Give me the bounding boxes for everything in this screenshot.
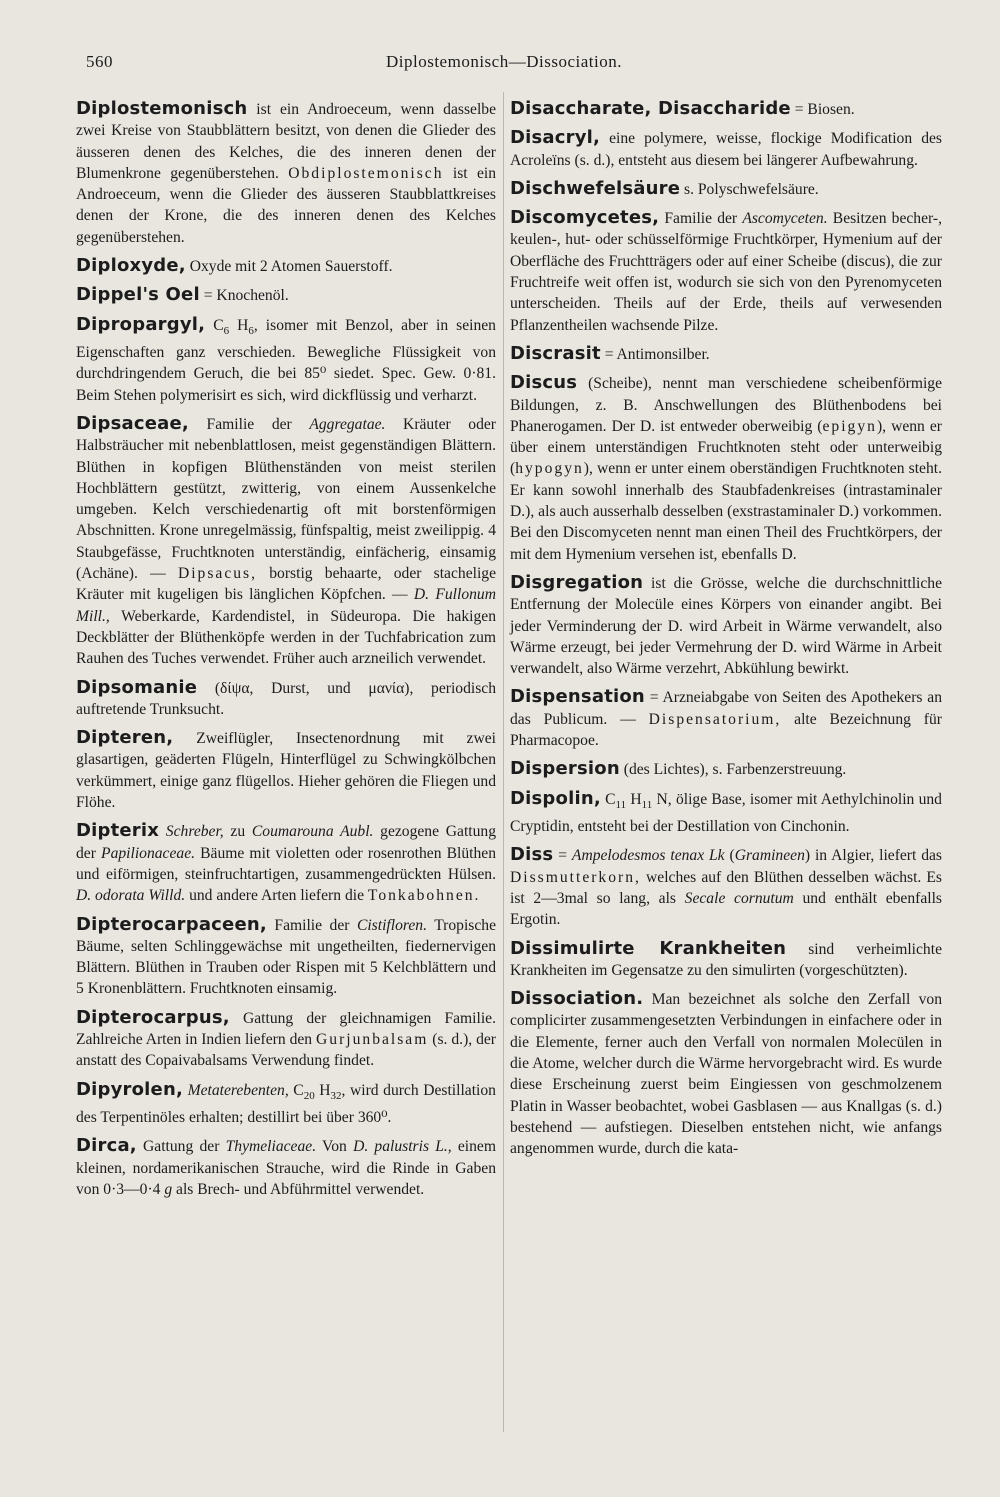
entry-text: ist die Grösse, welche die durchschnittliche Entfernung der Molecüle eines Körpers von einander angibt. Bei jeder Verminderung der D. wird Arbeit in Wärme verwandelt, also Wärme erzeugt, bei jeder Vermehrung der D. wird Wärme in Arbeit verwandelt, also Wärme verzehrt, Abkühlung bewirkt. — [510, 574, 942, 678]
entry-text: einem kleinen, nordamerikanischen Strauche, wird die Rinde in Gaben von 0·3—0·4 — [76, 1138, 496, 1198]
entry-dispolin — [510, 788, 942, 838]
entry-text: (Scheibe), nennt man verschiedene scheibenförmige Bildungen, z. B. Anschwellungen des Blüthenbodens bei Phanerogamen. Der D. ist entweder oberweibig ( — [510, 375, 942, 435]
entry-dipterocarpaceen — [76, 914, 496, 1000]
entry-dippels-oel — [76, 284, 496, 306]
entry-text: ) in Algier, liefert das — [804, 847, 943, 865]
entry-text: (δίψα, Durst, und μανία), periodisch auftretende Trunksucht. — [76, 679, 496, 718]
spaced-term: epigyn — [822, 417, 877, 435]
entry-text: gezogene Gattung der — [76, 823, 496, 862]
italic-term: Papilionaceae. — [101, 844, 196, 862]
headword: Dissimulirte Krankheiten — [510, 937, 787, 959]
entry-text: Zweiflügler, Insectenordnung mit zwei glasartigen, geäderten Flügeln, Hinterflügel zu Schwingkölbchen verkümmert, einige ganz flügellos. Hieher gehören die Fliegen und Flöhe. — [76, 730, 496, 812]
entry-dipterocarpus — [76, 1007, 496, 1072]
entry-discomycetes — [510, 207, 942, 336]
entry-text: ist ein Androeceum, wenn dasselbe zwei Kreise von Staubblättern besitzt, von denen die Glieder des äusseren denen des Kelches, die des inneren denen der Blumenkrone gegenüberstehen. — [76, 101, 496, 182]
entry-text: = — [553, 847, 572, 865]
right-column — [510, 98, 942, 1166]
entry-text: und andere Arten liefern die — [185, 887, 368, 905]
entry-text: ), wenn er über einem unterständigen Fruchtknoten steht oder unterweibig ( — [510, 417, 942, 478]
entry-text: Man bezeichnet als solche den Zerfall von complicirter zusammengesetzten Verbindungen in einfachere oder in die Elemente, ferner auch den Verfall von normalen Molecülen in die Atome, welcher durch die Wärme hervorgebracht wird. Es wurde diese Erscheinung zuerst beim Eingiessen von geschmolzenem Platin in Wasser beobachtet, wobei Gasblasen — aus Knallgas (s. d.) bestehend — aufstiegen. Dieselben entstehen nicht, wie anfangs angenommen wurde, durch die kata- — [510, 991, 942, 1158]
entry-dipsaceae — [76, 413, 496, 670]
subscript: 32 — [330, 1089, 342, 1102]
page-header — [86, 52, 660, 76]
entry-text: Bäume mit violetten oder rosenrothen Blüthen und eiförmigen, steinfruchtartigen, zusammengedrückten Hülsen. — [76, 844, 496, 883]
entry-text: Oxyde mit 2 Atomen Sauerstoff. — [185, 258, 393, 276]
subscript: 11 — [615, 798, 627, 811]
entry-discrasit — [510, 343, 942, 365]
headword: Dippel's Oel — [76, 284, 200, 306]
spaced-term: Gurjunbalsam — [316, 1030, 429, 1048]
entry-text: eine polymere, weisse, flockige Modification des Acroleïns (s. d.), entsteht aus diesem bei längerer Aufbewahrung. — [510, 130, 942, 169]
entry-text: C — [205, 316, 224, 334]
entry-text: ( — [724, 847, 735, 865]
entry-text: , wird durch Destillation des Terpentinöles erhalten; destillirt bei über 360⁰. — [76, 1081, 496, 1126]
entry-disgregation — [510, 572, 942, 679]
entry-diplostemonisch — [76, 98, 496, 248]
headword: Dispolin, — [510, 787, 601, 809]
entry-dirca — [76, 1135, 496, 1200]
headword: Diplostemonisch — [76, 98, 248, 119]
subscript: 6 — [248, 324, 254, 337]
headword: Dipsomanie — [76, 676, 198, 698]
entry-text: , isomer mit Benzol, aber in seinen Eigenschaften ganz verschieden. Bewegliche Flüssigkeit von durchdringendem Geruch, die bei 85⁰ siedet. Spec. Gew. 0·81. Beim Stehen polymerisirt es sich, wird dickflüssig und verharzt. — [76, 316, 496, 404]
entry-text: als Brech- und Abführmittel verwendet. — [172, 1180, 425, 1198]
headword: Discomycetes, — [510, 207, 660, 229]
column-divider — [503, 92, 504, 1432]
italic-term: Cistifloren. — [356, 916, 427, 934]
entry-dipyrolen — [76, 1079, 496, 1129]
page-number: 560 — [86, 52, 113, 71]
entry-text: = Biosen. — [790, 101, 855, 118]
italic-term: Schreber, — [159, 823, 224, 841]
spaced-term: Dipsacus, — [177, 565, 258, 583]
entry-text: borstig behaarte, oder stachelige Kräuter mit kugeligen bis länglichen Köpfchen. — — [76, 565, 496, 604]
spaced-term: Dispensatorium, — [648, 710, 782, 728]
entry-text: C — [288, 1081, 304, 1099]
headword: Dispersion — [510, 758, 620, 780]
headword: Dirca, — [76, 1135, 137, 1157]
entry-text: Weberkarde, Kardendistel, in Südeuropa. Die hakigen Deckblätter der Blüthenköpfe werden in der Tuchfabrication zum Rauhen des Tuches verwendet. Früher auch arzneilich verwendet. — [76, 607, 496, 668]
entry-text: Von — [316, 1138, 354, 1156]
spaced-term: Tonkabohnen. — [367, 887, 481, 905]
italic-term: Metaterebenten, — [183, 1081, 289, 1099]
headword: Dipyrolen, — [76, 1078, 184, 1100]
entry-text: C — [600, 790, 616, 808]
italic-term: D. odorata Willd. — [76, 887, 186, 905]
headword: Disacryl, — [510, 127, 601, 149]
entry-text: N, ölige Base, isomer mit Aethylchinolin und Cryptidin, entsteht bei der Destillation von Cinchonin. — [510, 790, 942, 836]
italic-term: Secale cornutum — [684, 889, 794, 907]
italic-term: Thymeliaceae. — [225, 1138, 317, 1156]
headword: Disgregation — [510, 571, 644, 593]
running-title: Diplostemonisch—Dissociation. — [386, 52, 622, 71]
entry-discus — [510, 372, 942, 565]
entry-text: welches auf den Blüthen desselben wächst. Es ist 2—3mal so lang, als — [510, 868, 942, 907]
entry-text: Besitzen becher-, keulen-, hut- oder schüsselförmige Fruchtkörper, Hymenium auf der Oberfläche des Fruchtträgers oder auf einer Scheibe (discus), die zur Fruchtreife weit offen ist, wodurch sie sich von den Pyrenomyceten unterscheiden. Theils auf der Erde, theils auf verwesenden Pflanzentheilen wachsende Pilze. — [510, 210, 942, 334]
entry-disaccharate — [510, 98, 942, 120]
italic-term: Coumarouna Aubl. — [251, 823, 374, 841]
headword: Disaccharate, Disaccharide — [510, 98, 791, 119]
entry-text: und enthält ebenfalls Ergotin. — [510, 889, 942, 929]
headword: Dipterix — [76, 820, 160, 842]
headword: Dipropargyl, — [76, 313, 206, 335]
entry-dissociation — [510, 988, 942, 1159]
italic-term: g — [164, 1180, 173, 1198]
entry-text: Gattung der gleichnamigen Familie. Zahlreiche Arten in Indien liefern den — [76, 1009, 496, 1048]
entry-text: H — [626, 790, 642, 808]
italic-term: Ascomyceten. — [742, 210, 828, 228]
entry-dipsomanie — [76, 677, 496, 721]
entry-text: Familie der — [188, 415, 310, 433]
entry-text: (s. d.), der anstatt des Copaivabalsams Verwendung findet. — [76, 1030, 496, 1070]
entry-text: Familie der — [266, 916, 357, 934]
italic-term: D. palustris L., — [353, 1138, 452, 1156]
italic-term: Ampelodesmos tenax Lk — [571, 847, 725, 865]
headword: Dischwefelsäure — [510, 177, 681, 199]
headword: Diploxyde, — [76, 255, 186, 277]
entry-text: = Knochenöl. — [199, 287, 289, 305]
entry-text: alte Bezeichnung für Pharmacopoe. — [510, 710, 942, 750]
entry-dispersion — [510, 758, 942, 780]
italic-term: Aggregatae. — [309, 415, 386, 433]
spaced-term: Dissmutterkorn, — [510, 868, 641, 886]
entry-text: s. Polyschwefelsäure. — [680, 180, 819, 198]
entry-dischwefelsaeure — [510, 178, 942, 200]
entry-diss — [510, 844, 942, 930]
subscript: 11 — [641, 798, 653, 811]
entry-text: sind verheimlichte Krankheiten im Gegensatze zu den simulirten (vorgeschützten). — [510, 940, 942, 979]
entry-text: = Antimonsilber. — [600, 345, 710, 363]
left-column — [76, 98, 496, 1207]
spaced-term: hypogyn — [515, 460, 584, 478]
entry-text: ist ein Androeceum, wenn die Glieder des äusseren Staubblattkreises denen der Krone, die des inneren denen des Kelches gegenüberstehen. — [76, 164, 496, 246]
entry-disacryl — [510, 127, 942, 171]
entry-text: zu — [223, 823, 252, 841]
entry-text: ), wenn er unter einem oberständigen Fruchtknoten steht. Er kann sowohl innerhalb des Staubfadenkreises (intrastaminaler D.), als auch ausserhalb desselben (exstrastaminaler D.) vorkommen. Bei den Discomyceten nennt man einen Theil des Fruchtkörpers, der mit dem Hymenium versehen ist, ebenfalls D. — [510, 460, 942, 563]
spaced-term: Obdiplostemonisch — [288, 164, 444, 182]
headword: Dipterocarpus, — [76, 1006, 230, 1028]
entry-text: Kräuter oder Halbsträucher mit nebenblattlosen, meist gegenständigen Blättern. Blüthen in kopfigen Blüthenständen von meist sterilen Hochblättern gestützt, zwitterig, von einem Aussenkelche umgeben. Kelch verschiedenartig oft mit borstenförmigen Abschnitten. Krone unregelmässig, fünfspaltig, meist zweilippig. 4 Staubgefässe, Fruchtknoten unterständig, einfächerig, einsamig (Achäne). — — [76, 415, 497, 583]
headword: Discus — [510, 372, 578, 394]
headword: Dipterocarpaceen, — [76, 913, 267, 935]
entry-dissimulirte-krankheiten — [510, 938, 942, 982]
entry-text: Tropische Bäume, selten Schlinggewächse mit ungetheilten, fiedernervigen Blättern. Blüthen in Trauben oder Rispen mit 5 Kelchblättern und 5 Kronenblättern. Fruchtknoten einsamig. — [76, 916, 497, 998]
entry-text: Gattung der — [136, 1138, 226, 1156]
subscript: 6 — [223, 324, 230, 337]
entry-text: H — [314, 1081, 331, 1099]
headword: Dipteren, — [76, 727, 174, 749]
entry-dispensation — [510, 686, 942, 751]
entry-text: H — [229, 316, 249, 334]
entry-diploxyde — [76, 255, 496, 277]
subscript: 20 — [303, 1089, 315, 1102]
entry-text: = Arzneiabgabe von Seiten des Apothekers an das Publicum. — — [510, 689, 942, 728]
headword: Dispensation — [510, 686, 645, 708]
headword: Dipsaceae, — [76, 412, 189, 434]
headword: Dissociation. — [510, 988, 644, 1010]
entry-text: Familie der — [659, 210, 743, 228]
italic-term: D. Fullonum Mill., — [76, 586, 496, 625]
italic-term: Gramineen — [734, 847, 805, 865]
entry-dipterix — [76, 820, 496, 906]
headword: Discrasit — [510, 342, 601, 364]
entry-dipteren — [76, 727, 496, 813]
headword: Diss — [510, 844, 554, 866]
entry-dipropargyl — [76, 314, 496, 406]
entry-text: (des Lichtes), s. Farbenzerstreuung. — [619, 761, 847, 779]
